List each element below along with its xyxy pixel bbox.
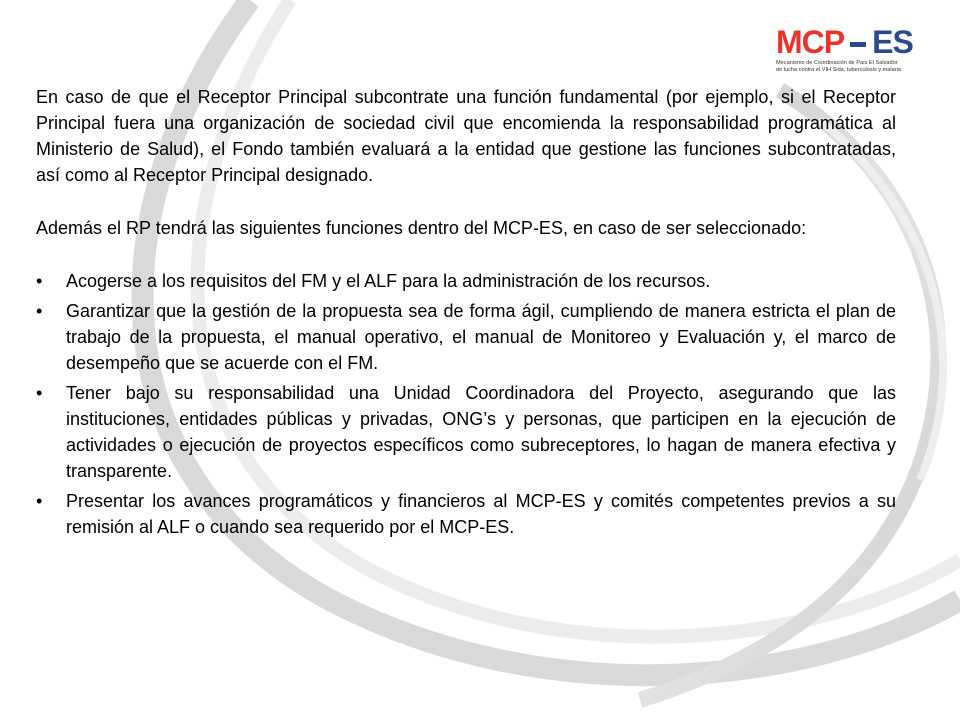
slide-body: [36, 84, 896, 544]
list-item: [36, 268, 896, 294]
list-item-text: Garantizar que la gestión de la propuesta sea de forma ágil, cumpliendo de manera estricta el plan de trabajo de la propuesta, el manual operativo, el manual de Monitoreo y Evaluación y, el marco de desempeño que se acuerde con el FM.: [66, 301, 896, 373]
functions-list: [36, 268, 896, 540]
list-item-text: Tener bajo su responsabilidad una Unidad Coordinadora del Proyecto, asegurando que las instituciones, entidades públicas y privadas, ONG’s y personas, que participen en la ejecución de actividades o ejecución de proyectos específicos como subreceptores, lo hagan de manera efectiva y transparente.: [66, 383, 896, 481]
mcp-es-logo: [776, 26, 926, 78]
bullet-icon: •: [36, 383, 43, 403]
bullet-icon: •: [36, 271, 43, 291]
logo-tagline-line-1: Mecanismo de Coordinación de País El Salvador: [776, 60, 898, 66]
logo-tagline-line-2: de lucha contra el VIH Sida, tuberculosis y malaria: [776, 66, 901, 73]
functions-intro-paragraph: Además el RP tendrá las siguientes funciones dentro del MCP-ES, en caso de ser seleccionado:: [36, 218, 807, 238]
bullet-icon: •: [36, 301, 43, 321]
list-item-text: Presentar los avances programáticos y financieros al MCP-ES y comités competentes previos a su remisión al ALF o cuando sea requerido por el MCP-ES.: [66, 491, 896, 537]
bullet-icon: •: [36, 491, 43, 511]
list-item-text: Acogerse a los requisitos del FM y el ALF para la administración de los recursos.: [66, 271, 711, 291]
intro-paragraph: En caso de que el Receptor Principal subcontrate una función fundamental (por ejemplo, si el Receptor Principal fuera una organización de sociedad civil que encomienda la responsabilidad programática al Ministerio de Salud), el Fondo también evaluará a la entidad que gestione las funciones subcontratadas, así como al Receptor Principal designado.: [36, 87, 896, 185]
logo-brand-main: MCP: [776, 24, 845, 60]
logo-brand-suffix: ES: [872, 24, 913, 60]
list-item: [36, 380, 896, 484]
list-item: [36, 488, 896, 540]
list-item: [36, 298, 896, 376]
logo-dash: [850, 42, 866, 47]
logo-tagline: [776, 60, 926, 73]
logo-wordmark: [776, 26, 926, 58]
